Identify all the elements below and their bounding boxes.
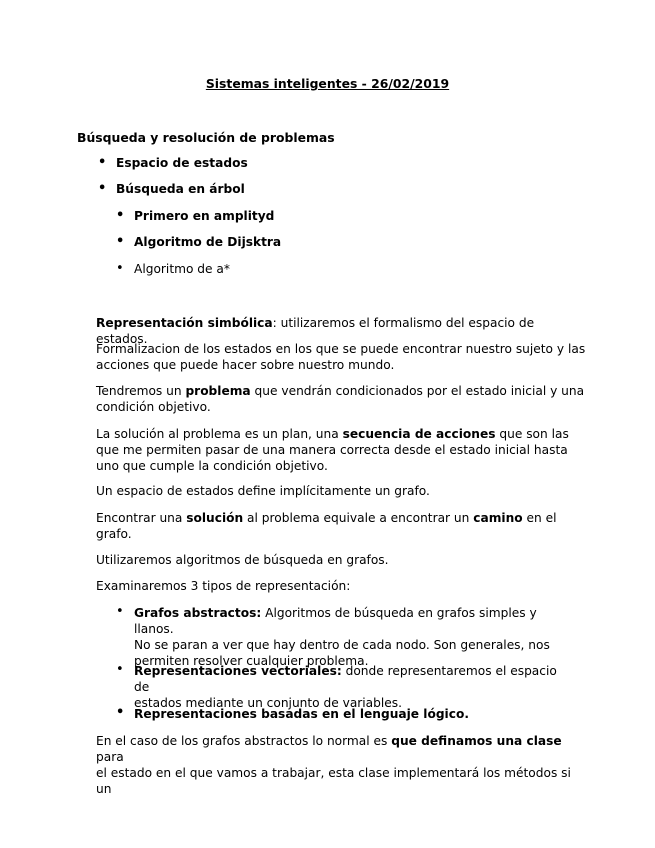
page-title: Sistemas inteligentes - 26/02/2019 xyxy=(205,76,450,91)
paragraph: Encontrar una solución al problema equivale a encontrar un camino en el grafo. xyxy=(96,511,557,541)
paragraph: En el caso de los grafos abstractos lo normal es que definamos una clase para el estado en el que vamos a trabajar, esta clase implementará los métodos si un xyxy=(96,734,571,796)
sub-list-item: • Algoritmo de Dijsktra xyxy=(116,234,282,249)
paragraph: La solución al problema es un plan, una secuencia de acciones que son las que me permiten pasar de una manera correcta desde el estado inicial hasta uno que cumple la condición objetivo. xyxy=(96,427,569,473)
bullet-icon: • xyxy=(116,705,125,720)
section-heading: Búsqueda y resolución de problemas xyxy=(77,130,335,145)
paragraph: Formalizacion de los estados en los que se puede encontrar nuestro sujeto y las acciones que puede hacer sobre nuestro mundo. xyxy=(96,342,586,372)
paragraph: Utilizaremos algoritmos de búsqueda en grafos. xyxy=(96,553,389,567)
sub-list-item: • Algoritmo de a* xyxy=(116,261,230,276)
bullet-icon: • xyxy=(98,155,107,170)
paragraph: Un espacio de estados define implícitamente un grafo. xyxy=(96,484,430,498)
bullet-icon: • xyxy=(116,604,124,619)
bullet-icon: • xyxy=(116,234,125,249)
bullet-icon: • xyxy=(116,261,124,276)
bullet-icon: • xyxy=(98,181,107,196)
paragraph: Representación simbólica: utilizaremos el formalismo del espacio de estados. xyxy=(96,316,535,346)
list-item: • Búsqueda en árbol xyxy=(98,181,245,196)
bullet-icon: • xyxy=(116,208,125,223)
list-item: • Representaciones vectoriales: donde representaremos el espacio de estados mediante un conjunto de variables. xyxy=(116,662,557,710)
paragraph: Examinaremos 3 tipos de representación: xyxy=(96,579,351,593)
sub-list-item: • Primero en amplityd xyxy=(116,208,275,223)
list-item: • Grafos abstractos: Algoritmos de búsqueda en grafos simples y llanos. No se paran a ver que hay dentro de cada nodo. Son generales, nos permiten resolver cualquier problema. xyxy=(116,604,550,668)
list-item: • Representaciones basadas en el lenguaje lógico. xyxy=(116,705,469,721)
list-item: • Espacio de estados xyxy=(98,155,248,170)
bullet-icon: • xyxy=(116,662,124,677)
paragraph: Tendremos un problema que vendrán condicionados por el estado inicial y una condición objetivo. xyxy=(96,384,585,414)
